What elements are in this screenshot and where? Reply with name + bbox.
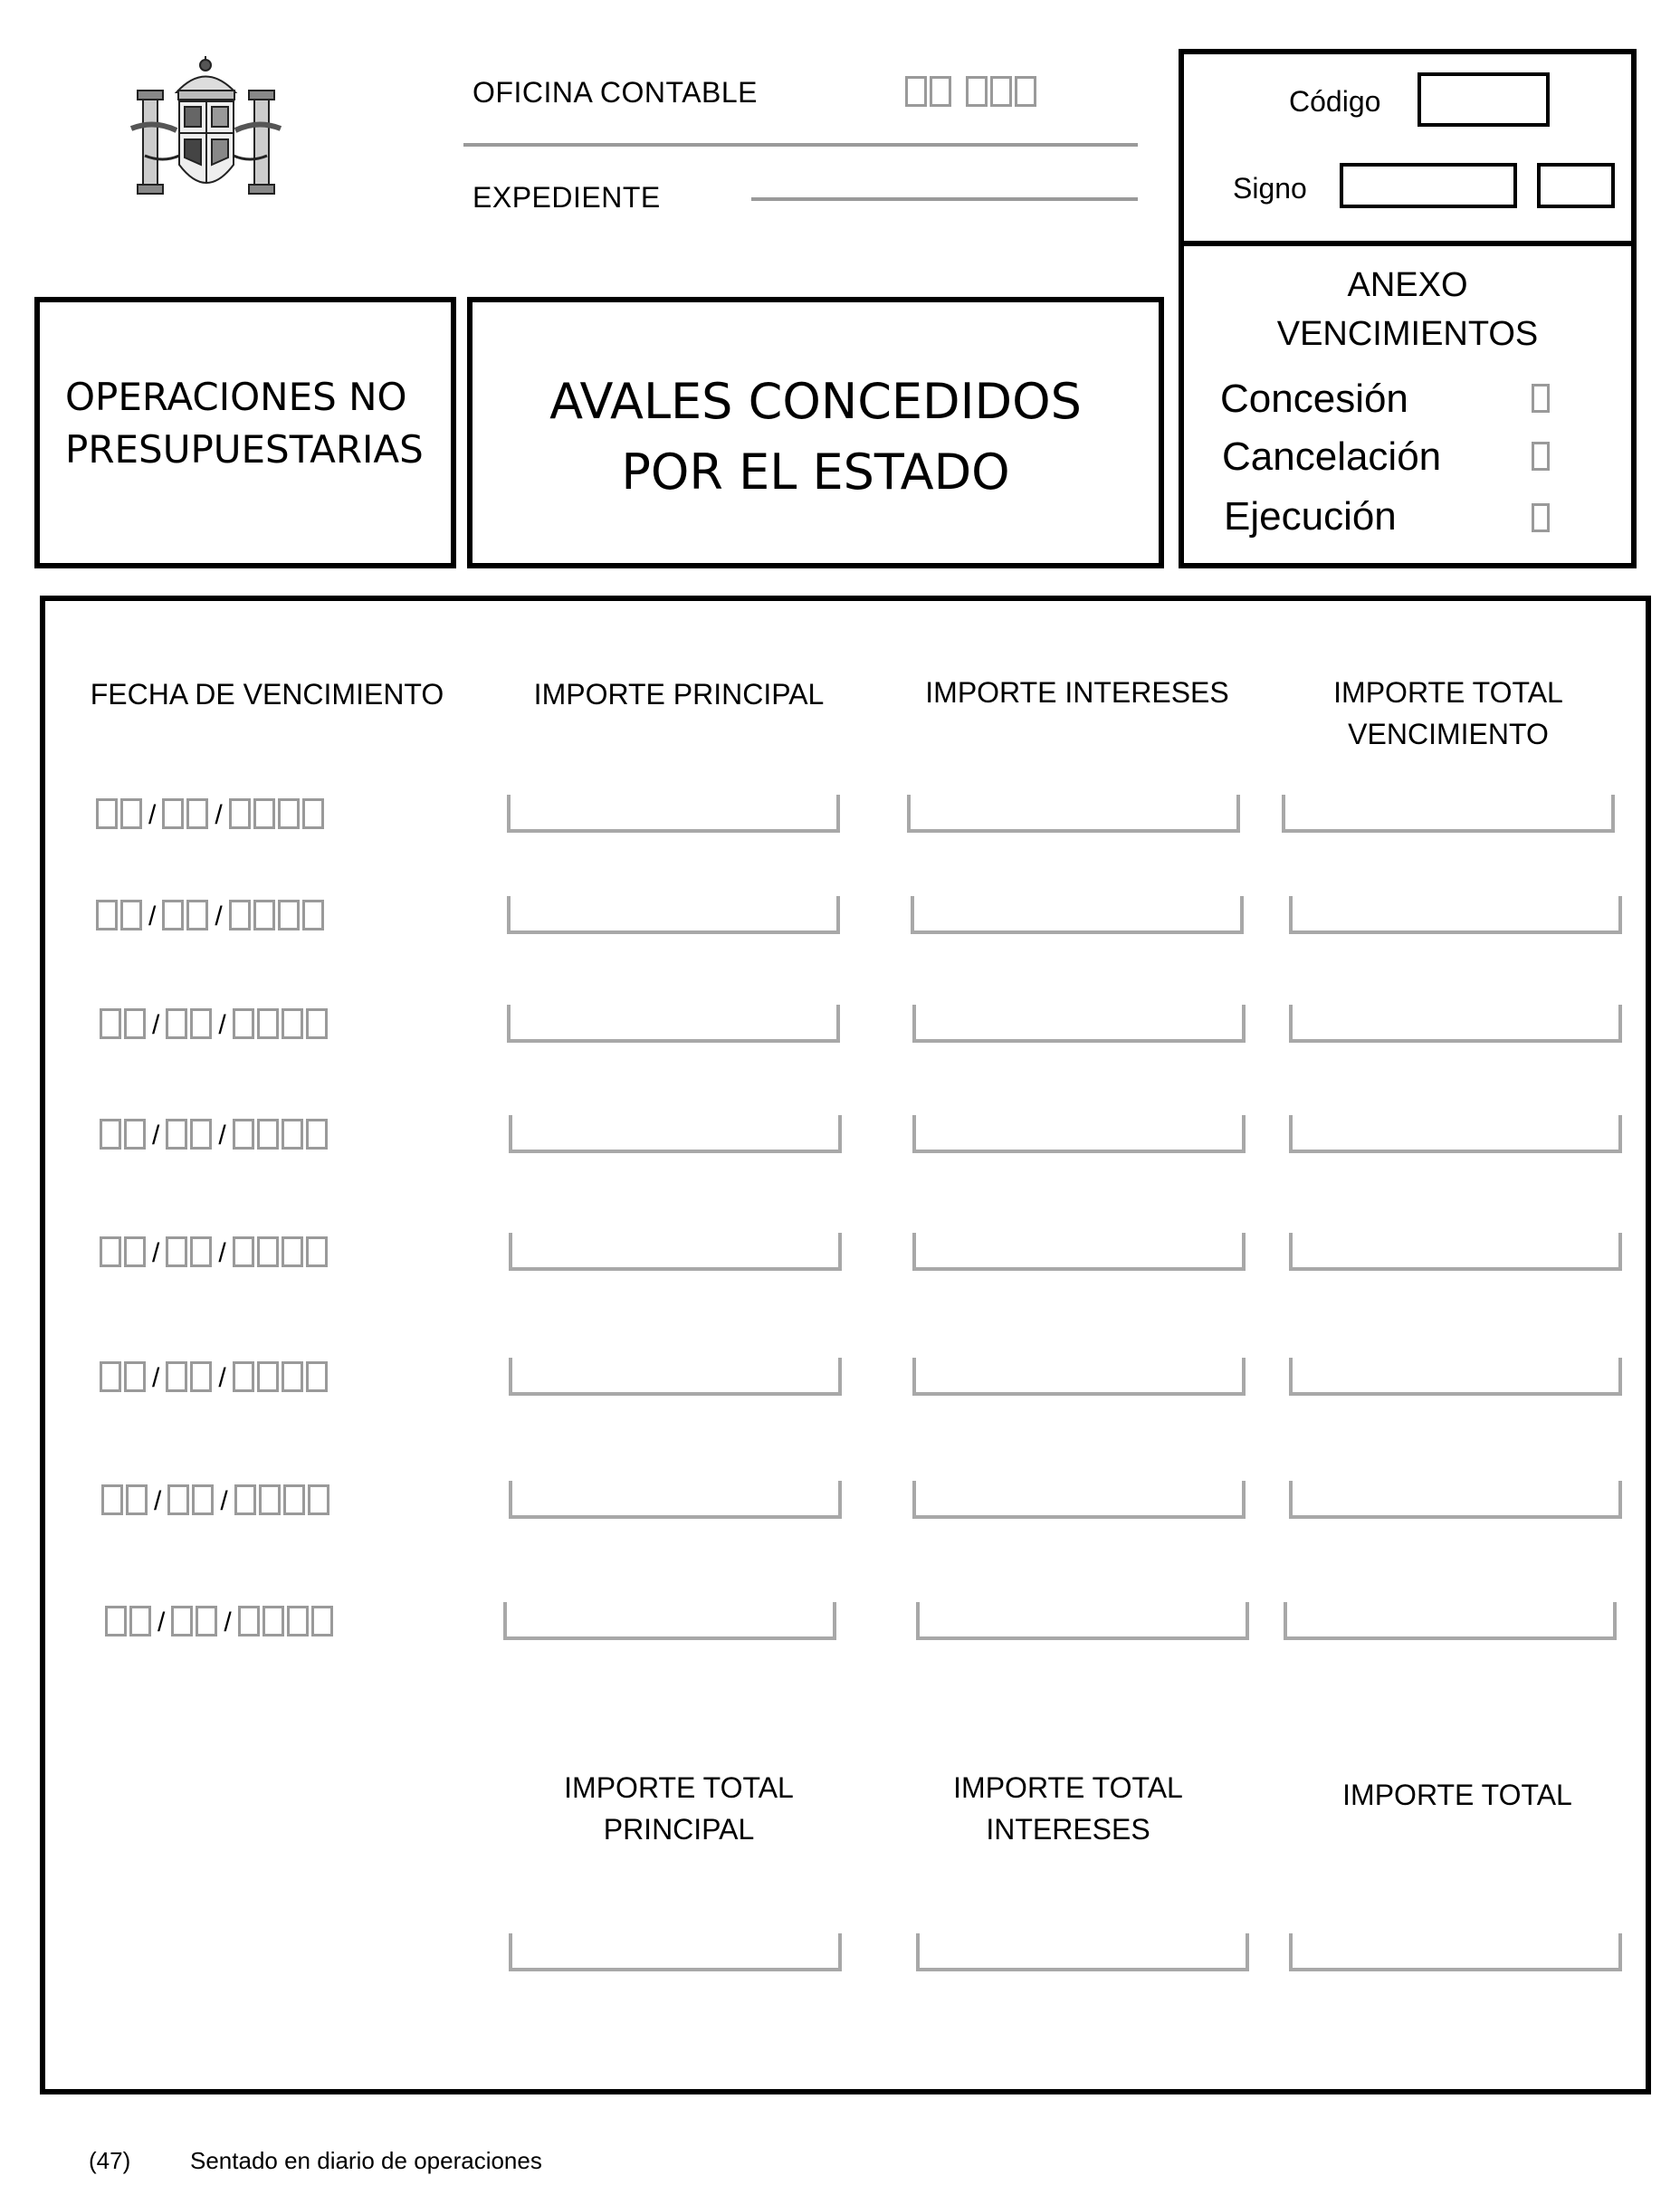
fecha-vencimiento-field[interactable] xyxy=(105,1606,333,1636)
date-separator: / xyxy=(152,1121,160,1150)
total-intereses-field[interactable] xyxy=(916,1933,1249,1971)
option-concesion-checkbox[interactable] xyxy=(1532,384,1550,413)
importe-intereses-field[interactable] xyxy=(912,1233,1246,1271)
importe-total-vencimiento-field[interactable] xyxy=(1289,1481,1622,1519)
codigo-field[interactable] xyxy=(1418,72,1550,127)
date-separator: / xyxy=(148,902,157,931)
importe-intereses-field[interactable] xyxy=(912,1358,1246,1396)
fecha-vencimiento-field[interactable] xyxy=(100,1236,328,1267)
importe-intereses-field[interactable] xyxy=(916,1602,1249,1640)
col-principal-header: IMPORTE PRINCIPAL xyxy=(533,678,825,711)
fecha-vencimiento-field[interactable] xyxy=(101,1484,329,1515)
date-separator: / xyxy=(218,1238,226,1268)
oficina-contable-label: OFICINA CONTABLE xyxy=(472,76,759,109)
total-intereses-header: IMPORTE TOTAL INTERESES xyxy=(953,1771,1183,1846)
option-ejecucion-label: Ejecución xyxy=(1224,494,1397,539)
importe-total-vencimiento-field[interactable] xyxy=(1289,1115,1622,1153)
importe-total-vencimiento-field[interactable] xyxy=(1289,1358,1622,1396)
signo-field[interactable] xyxy=(1340,163,1517,208)
importe-total-vencimiento-field[interactable] xyxy=(1289,1005,1622,1043)
importe-intereses-field[interactable] xyxy=(907,795,1240,833)
importe-principal-field[interactable] xyxy=(507,795,840,833)
date-separator: / xyxy=(224,1608,232,1637)
date-separator: / xyxy=(218,1363,226,1393)
col-fecha-header: FECHA DE VENCIMIENTO xyxy=(90,678,444,711)
importe-total-vencimiento-field[interactable] xyxy=(1284,1602,1617,1640)
fecha-vencimiento-field[interactable] xyxy=(100,1008,328,1039)
oficina-contable-digits[interactable] xyxy=(905,76,1036,107)
col-intereses-header: IMPORTE INTERESES xyxy=(925,676,1229,709)
signo-label: Signo xyxy=(1233,172,1307,205)
footer-number: (47) xyxy=(89,2147,131,2174)
col-total-header: IMPORTE TOTAL VENCIMIENTO xyxy=(1333,676,1563,750)
date-separator: / xyxy=(218,1121,226,1150)
total-general-field[interactable] xyxy=(1289,1933,1622,1971)
importe-principal-field[interactable] xyxy=(509,1358,842,1396)
fecha-vencimiento-field[interactable] xyxy=(96,798,324,829)
importe-principal-field[interactable] xyxy=(507,1005,840,1043)
codigo-label: Código xyxy=(1289,85,1381,118)
signo-sign-field[interactable] xyxy=(1537,163,1615,208)
date-separator: / xyxy=(152,1010,160,1040)
importe-total-vencimiento-field[interactable] xyxy=(1289,1233,1622,1271)
codigo-signo-box xyxy=(1179,49,1637,246)
total-principal-field[interactable] xyxy=(509,1933,842,1971)
option-concesion-label: Concesión xyxy=(1220,377,1408,421)
oficina-underline xyxy=(463,143,1138,147)
anexo-title: ANEXO VENCIMIENTOS xyxy=(1276,266,1539,353)
expediente-field[interactable] xyxy=(751,197,1138,201)
date-separator: / xyxy=(148,800,157,830)
fecha-vencimiento-field[interactable] xyxy=(100,1361,328,1392)
importe-intereses-field[interactable] xyxy=(912,1005,1246,1043)
importe-principal-field[interactable] xyxy=(503,1602,836,1640)
date-separator: / xyxy=(220,1486,228,1516)
importe-principal-field[interactable] xyxy=(507,896,840,934)
option-cancelacion-checkbox[interactable] xyxy=(1532,442,1550,471)
date-separator: / xyxy=(158,1608,166,1637)
importe-intereses-field[interactable] xyxy=(911,896,1244,934)
date-separator: / xyxy=(218,1010,226,1040)
importe-total-vencimiento-field[interactable] xyxy=(1289,896,1622,934)
importe-principal-field[interactable] xyxy=(509,1233,842,1271)
option-ejecucion-checkbox[interactable] xyxy=(1532,503,1550,532)
importe-principal-field[interactable] xyxy=(509,1115,842,1153)
fecha-vencimiento-field[interactable] xyxy=(100,1119,328,1150)
date-separator: / xyxy=(152,1238,160,1268)
total-general-header: IMPORTE TOTAL xyxy=(1342,1779,1572,1811)
date-separator: / xyxy=(152,1363,160,1393)
importe-intereses-field[interactable] xyxy=(912,1115,1246,1153)
total-principal-header: IMPORTE TOTAL PRINCIPAL xyxy=(564,1771,794,1846)
footer-text: Sentado en diario de operaciones xyxy=(190,2147,542,2174)
option-cancelacion-label: Cancelación xyxy=(1222,434,1442,479)
expediente-label: EXPEDIENTE xyxy=(472,181,661,214)
date-separator: / xyxy=(154,1486,162,1516)
date-separator: / xyxy=(215,800,223,830)
coat-of-arms-logo xyxy=(127,56,285,210)
date-separator: / xyxy=(215,902,223,931)
operaciones-title: OPERACIONES NO PRESUPUESTARIAS xyxy=(65,375,424,472)
fecha-vencimiento-field[interactable] xyxy=(96,900,324,930)
importe-total-vencimiento-field[interactable] xyxy=(1282,795,1615,833)
importe-principal-field[interactable] xyxy=(509,1481,842,1519)
page-title: AVALES CONCEDIDOS POR EL ESTADO xyxy=(549,373,1082,501)
importe-intereses-field[interactable] xyxy=(912,1481,1246,1519)
